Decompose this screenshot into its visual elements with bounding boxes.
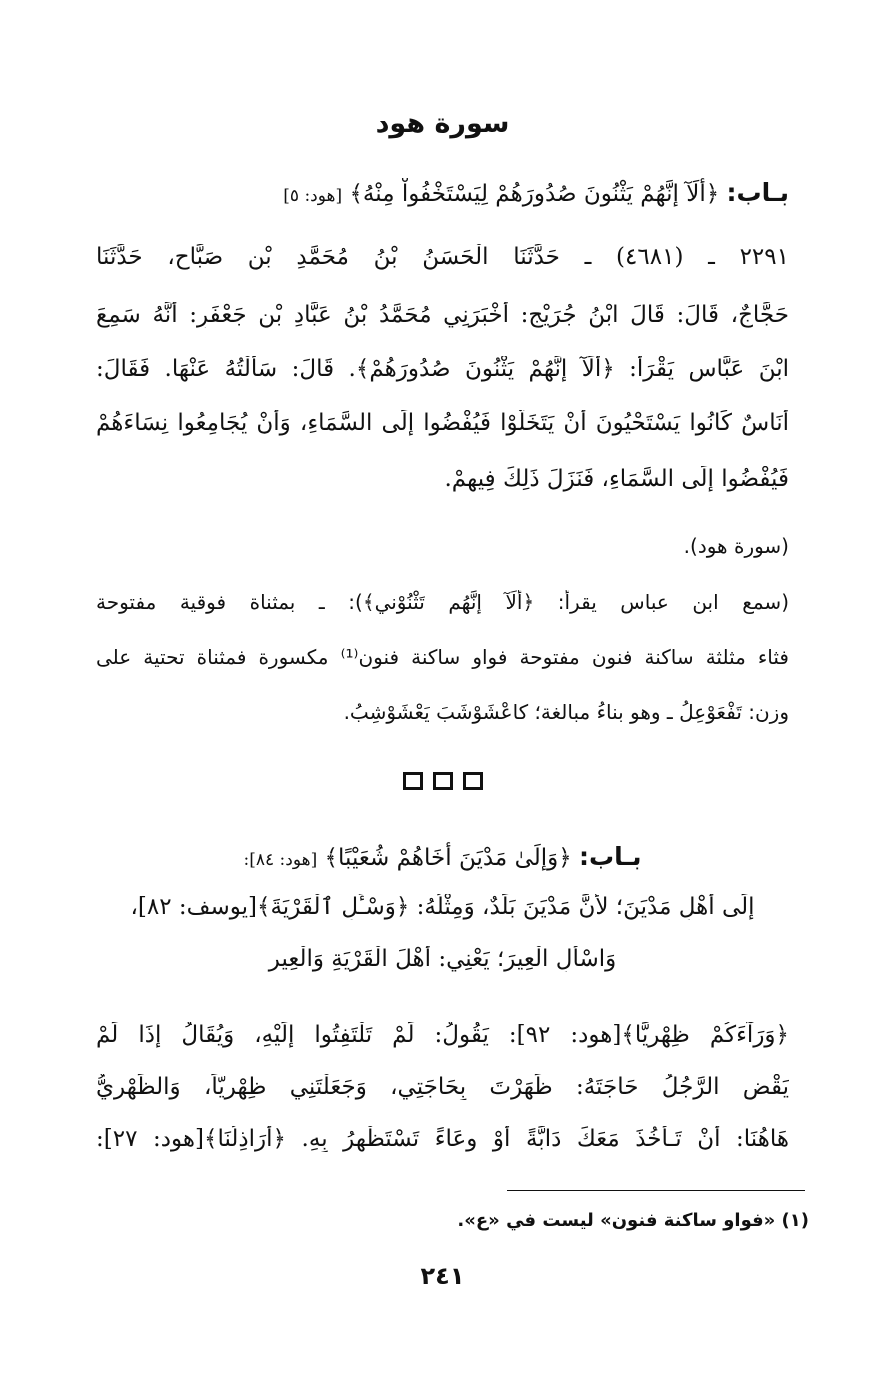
hadith-line: أُنَاسٌ كَانُوا يَسْتَحْيُونَ أَنْ يَتَخَلَّوْا فَيُفْضُوا إِلَى السَّمَاءِ، وَأَنْ يُجَامِعُوا نِسَاءَهُمْ [96,410,789,436]
quran-verse: ﴿وَإِلَىٰ مَدْيَنَ أَخَاهُمْ شُعَيْبًا﴾ [324,845,572,871]
hadith-line: حَجَّاجٌ، قَالَ: قَالَ ابْنُ جُرَيْجٍ: أَخْبَرَنِي مُحَمَّدُ بْنُ عَبَّادِ بْنِ جَعْفَرٍ: أَنَّهُ سَمِعَ [96,302,789,328]
page-number: ٢٤١ [420,1262,465,1290]
separator-box-icon [463,772,483,790]
explanation-line: وَاسْأَلِ الْعِيرَ؛ يَعْنِي: أَهْلَ الْقَرْيَةِ وَالْعِيرِ [268,946,617,972]
hadith-line: ابْنَ عَبَّاسٍ يَقْرَأُ: ﴿أَلَآ إِنَّهُمْ يَثْنُونَ صُدُورَهُمْ﴾. قَالَ: سَأَلْتُهُ عَنْهَا. فَقَالَ: [96,356,789,382]
explanation-line: ﴿وَرَآءَكُمْ ظِهْرِيًّا﴾[هود: ٩٢]: يَقُولُ: لَمْ تَلْتَفِتُوا إِلَيْهِ، وَيُقَالُ إِذَا لَمْ [96,1022,789,1048]
footnote: (١) «فواو ساكنة فنون» ليست في «ع». [457,1210,809,1231]
surah-note: (سورة هود). [683,534,789,558]
commentary-line: وزن: تَفْعَوْعِلُ ـ وهو بناءُ مبالغة؛ كاعْشَوْشَبَ يَعْشَوْشِبُ. [343,700,789,724]
hadith-line: فَيُفْضُوا إِلَى السَّمَاءِ، فَنَزَلَ ذَلِكَ فِيهِمْ. [444,466,789,492]
separator-box-icon [433,772,453,790]
page-title: سورة هود [375,108,510,139]
hadith-line: ٢٢٩١ ـ (٤٦٨١) ـ حَدَّثَنَا الْحَسَنُ بْنُ مُحَمَّدِ بْنِ صَبَّاحٍ، حَدَّثَنَا [96,244,789,270]
explanation-line: يَقْضِ الرَّجُلُ حَاجَتَهُ: ظَهَرْتَ بِحَاجَتِي، وَجَعَلْتَنِي ظِهْرِيّاً، وَالظِّهْرِيُّ [96,1074,789,1100]
commentary-line: فثاء مثلثة ساكنة فنون مفتوحة فواو ساكنة فنون⁽¹⁾ مكسورة فمثناة تحتية على [96,645,789,669]
explanation-line: هَاهُنَا: أَنْ تَـأْخُذَ مَعَكَ دَابَّةً أَوْ وِعَاءً تَسْتَظْهِرُ بِهِ. ﴿أَرَاذِلُنَا﴾[هود: ٢٧]: [96,1126,789,1152]
bab-label: بـاب: [579,842,642,871]
explanation-line: إِلَى أَهْلِ مَدْيَنَ؛ لأَنَّ مَدْيَنَ بَلَدٌ، وَمِثْلُهُ: ﴿وَسْـَٔلِ ٱلْقَرْيَةَ﴾[يوسف: ٨٢]، [130,894,755,920]
section-separator [0,772,885,794]
commentary-line: (سمع ابن عباس يقرأ: ﴿أَلَآ إِنَّهُم تَثْنُوْني﴾): ـ بمثناة فوقية مفتوحة [96,590,789,614]
footnote-divider [507,1190,805,1191]
verse-reference: [هود: ٥] [283,186,343,206]
bab-label: بـاب: [726,178,789,207]
separator-box-icon [403,772,423,790]
quran-verse: ﴿أَلَآ إِنَّهُمْ يَثْنُونَ صُدُورَهُمْ لِيَسْتَخْفُواْ مِنْهُ﴾ [349,181,720,207]
bab-heading-2 [96,842,789,871]
verse-reference: [هود: ٨٤]: [243,850,318,870]
bab-heading-1 [96,178,789,207]
